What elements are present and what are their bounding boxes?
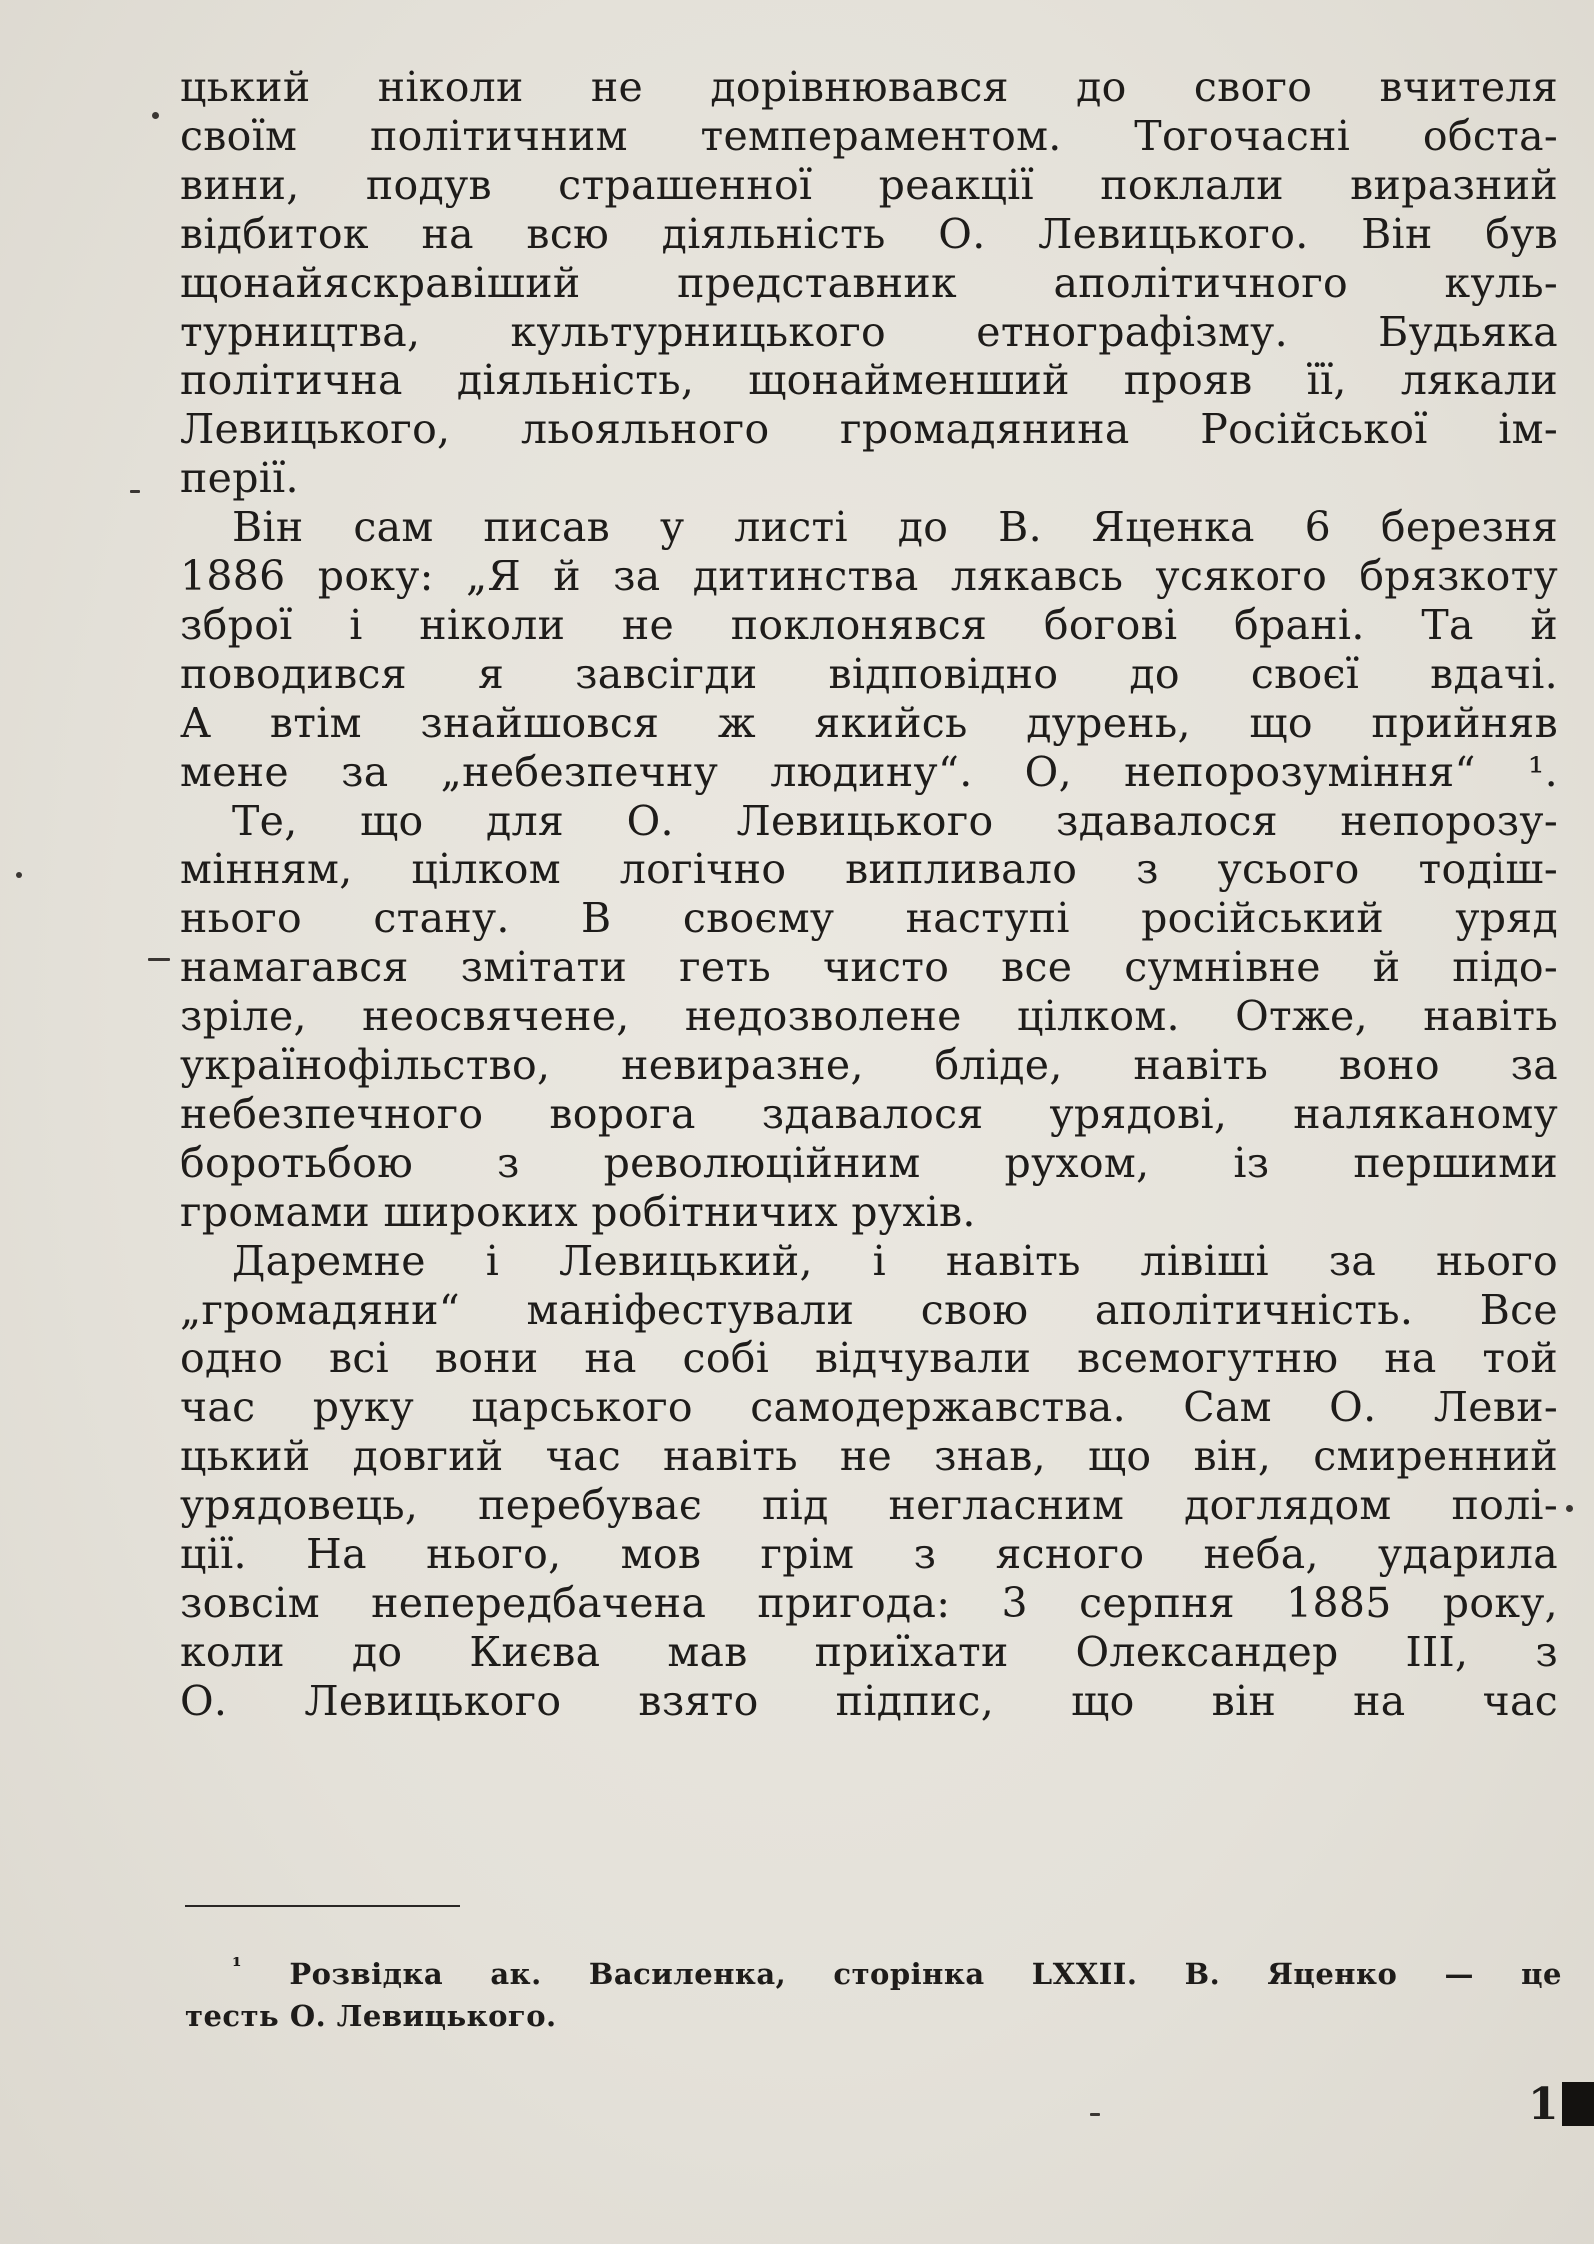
text-line: час руку царського самодержавства. Сам О. Леви- (180, 1383, 1558, 1432)
text-line: небезпечного ворога здавалося урядові, наляканому (180, 1089, 1558, 1138)
text-line: українофільство, невиразне, бліде, навіть воно за (180, 1041, 1558, 1089)
text-line: вини, подув страшенної реакції поклали виразний (180, 160, 1558, 209)
text-line: політична діяльність, щонайменший прояв її, лякали (180, 356, 1558, 405)
text-line: О. Левицького взято підпис, що він на час (180, 1676, 1558, 1725)
text-line: нього стану. В своєму наступі російський уряд (180, 894, 1558, 943)
footnote-line-2: тесть О. Левицького. (185, 1999, 557, 2033)
text-line: зброї і ніколи не поклонявся богові брані. Та й (180, 600, 1558, 649)
text-line: громами широких робітничих рухів. (180, 1187, 976, 1236)
text-line: намагався змітати геть чисто все сумнівне й підо- (180, 943, 1558, 992)
text-line: А втім знайшовся ж якийсь дурень, що прийняв (180, 698, 1558, 747)
ink-speck (148, 958, 170, 961)
page-number: 1 (1528, 2079, 1559, 2130)
text-line: цький ніколи не дорівнювався до свого вчителя (180, 63, 1558, 111)
footnote-line-1 (232, 1954, 1562, 1994)
text-line: відбиток на всю діяльність О. Левицького. Він був (180, 209, 1558, 258)
text-line: ції. На нього, мов грім з ясного неба, ударила (180, 1530, 1558, 1578)
ink-speck (16, 872, 22, 878)
text-line: мінням, цілком логічно випливало з усього тодіш- (180, 845, 1558, 894)
ink-speck (1566, 1505, 1573, 1512)
text-line: Левицького, льояльного громадянина Російської ім- (180, 405, 1558, 454)
text-line: мене за „небезпечну людину“. О, непорозуміння“ ¹. (180, 747, 1558, 796)
text-line: „громадяни“ маніфестували свою аполітичність. Все (180, 1285, 1558, 1334)
text-line: Даремне і Левицький, і навіть лівіші за нього (232, 1236, 1558, 1285)
text-line: турництва, культурницького етнографізму. Будьяка (180, 307, 1558, 356)
text-line: своїм політичним темпераментом. Тогочасні обста- (180, 111, 1558, 160)
ink-speck (130, 490, 140, 493)
text-line: 1886 року: „Я й за дитинства лякавсь усякого брязкоту (180, 552, 1558, 600)
footnote-marker: ¹ (232, 1953, 243, 1980)
text-line: Те, що для О. Левицького здавалося непорозу- (232, 796, 1558, 845)
text-line: урядовець, перебуває під негласним доглядом полі- (180, 1481, 1558, 1530)
text-line: Він сам писав у листі до В. Яценка 6 березня (232, 503, 1558, 552)
text-line: поводився я завсігди відповідно до своєї вдачі. (180, 649, 1558, 698)
footnote-text-1: Розвідка ак. Василенка, сторінка LXXII. В. Яценко — це (289, 1957, 1562, 1991)
text-line: цький довгий час навіть не знав, що він, смиренний (180, 1432, 1558, 1481)
text-line: коли до Києва мав приїхати Олександер III, з (180, 1627, 1558, 1676)
ink-speck (152, 112, 159, 119)
text-line: боротьбою з революційним рухом, із першими (180, 1138, 1558, 1187)
text-line: перії. (180, 454, 299, 503)
text-line: зріле, неосвячене, недозволене цілком. Отже, навіть (180, 992, 1558, 1041)
text-line: щонайяскравіший представник аполітичного куль- (180, 258, 1558, 307)
text-line: одно всі вони на собі відчували всемогутню на той (180, 1334, 1558, 1383)
text-line: зовсім непередбачена пригода: 3 серпня 1885 року, (180, 1578, 1558, 1627)
page-edge-mark (1562, 2082, 1594, 2126)
footnote-separator (185, 1905, 460, 1907)
ink-speck (1090, 2113, 1100, 2116)
